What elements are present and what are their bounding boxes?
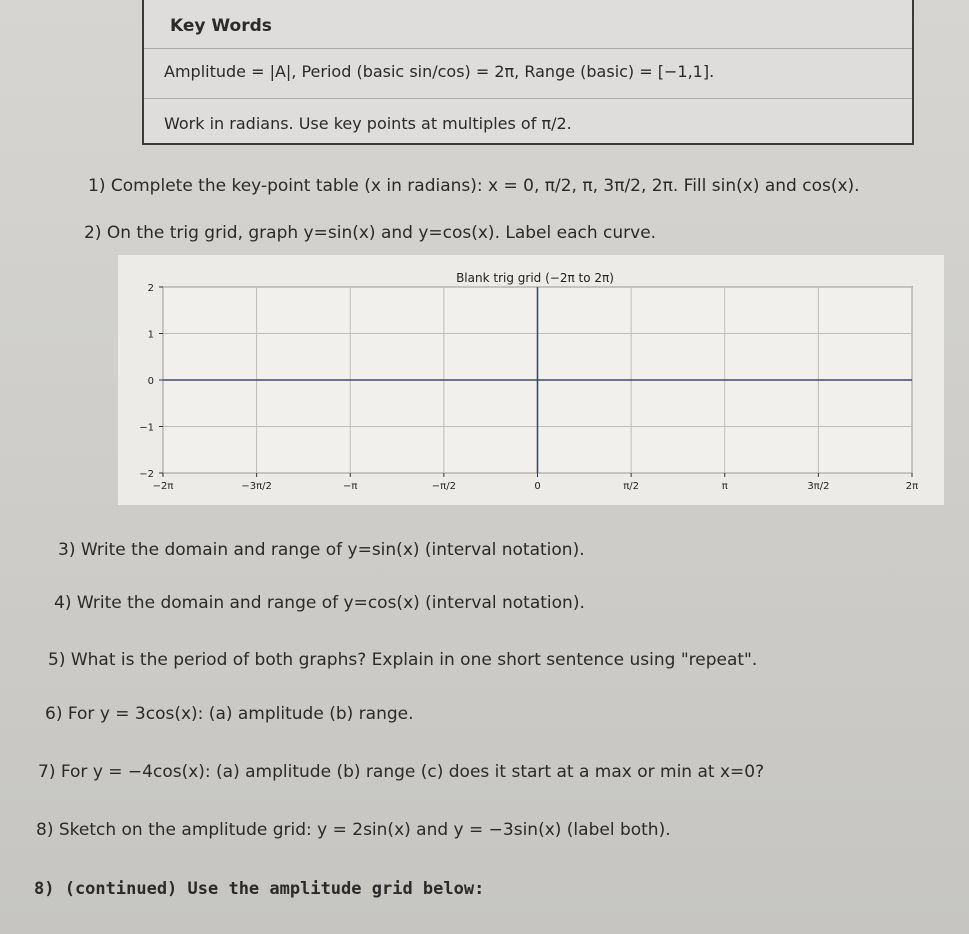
x-tick-label: π (721, 481, 728, 492)
question-3: 3) Write the domain and range of y=sin(x) (interval notation). (58, 540, 585, 560)
x-tick-label: −π/2 (431, 481, 456, 492)
question-8: 8) Sketch on the amplitude grid: y = 2sin(x) and y = −3sin(x) (label both). (36, 820, 671, 840)
x-tick-label: −3π/2 (241, 481, 272, 492)
trig-grid-chart (118, 255, 944, 505)
y-tick-label: 0 (147, 376, 154, 387)
y-tick-label: −2 (139, 469, 154, 480)
x-tick-label: −π (343, 481, 358, 492)
y-tick-label: 1 (147, 329, 154, 341)
key-words-line-2: Work in radians. Use key points at multiples of π/2. (164, 114, 572, 133)
x-tick-label: −2π (152, 481, 174, 492)
chart-title: Blank trig grid (−2π to 2π) (456, 271, 614, 285)
key-words-divider (144, 48, 912, 49)
x-tick-label: π/2 (623, 481, 640, 492)
question-1: 1) Complete the key-point table (x in radians): x = 0, π/2, π, 3π/2, 2π. Fill sin(x) and cos(x). (88, 176, 860, 196)
y-tick-label: −1 (139, 422, 154, 434)
trig-grid-card (118, 255, 944, 505)
question-5: 5) What is the period of both graphs? Explain in one short sentence using "repeat". (48, 650, 758, 670)
question-4: 4) Write the domain and range of y=cos(x) (interval notation). (54, 593, 585, 613)
key-words-box (142, 0, 914, 145)
question-7: 7) For y = −4cos(x): (a) amplitude (b) range (c) does it start at a max or min at x=0? (38, 762, 765, 782)
x-tick-label: 3π/2 (807, 481, 830, 492)
key-words-line-1: Amplitude = |A|, Period (basic sin/cos) = 2π, Range (basic) = [−1,1]. (164, 62, 715, 81)
x-tick-label: 0 (534, 481, 541, 492)
x-tick-label: 2π (905, 481, 919, 492)
question-6: 6) For y = 3cos(x): (a) amplitude (b) range. (45, 704, 414, 724)
y-tick-label: 2 (147, 283, 154, 294)
key-words-title: Key Words (170, 16, 272, 36)
question-8-continued: 8) (continued) Use the amplitude grid below: (34, 879, 485, 899)
key-words-divider-2 (144, 98, 912, 99)
question-2: 2) On the trig grid, graph y=sin(x) and y=cos(x). Label each curve. (84, 223, 657, 243)
